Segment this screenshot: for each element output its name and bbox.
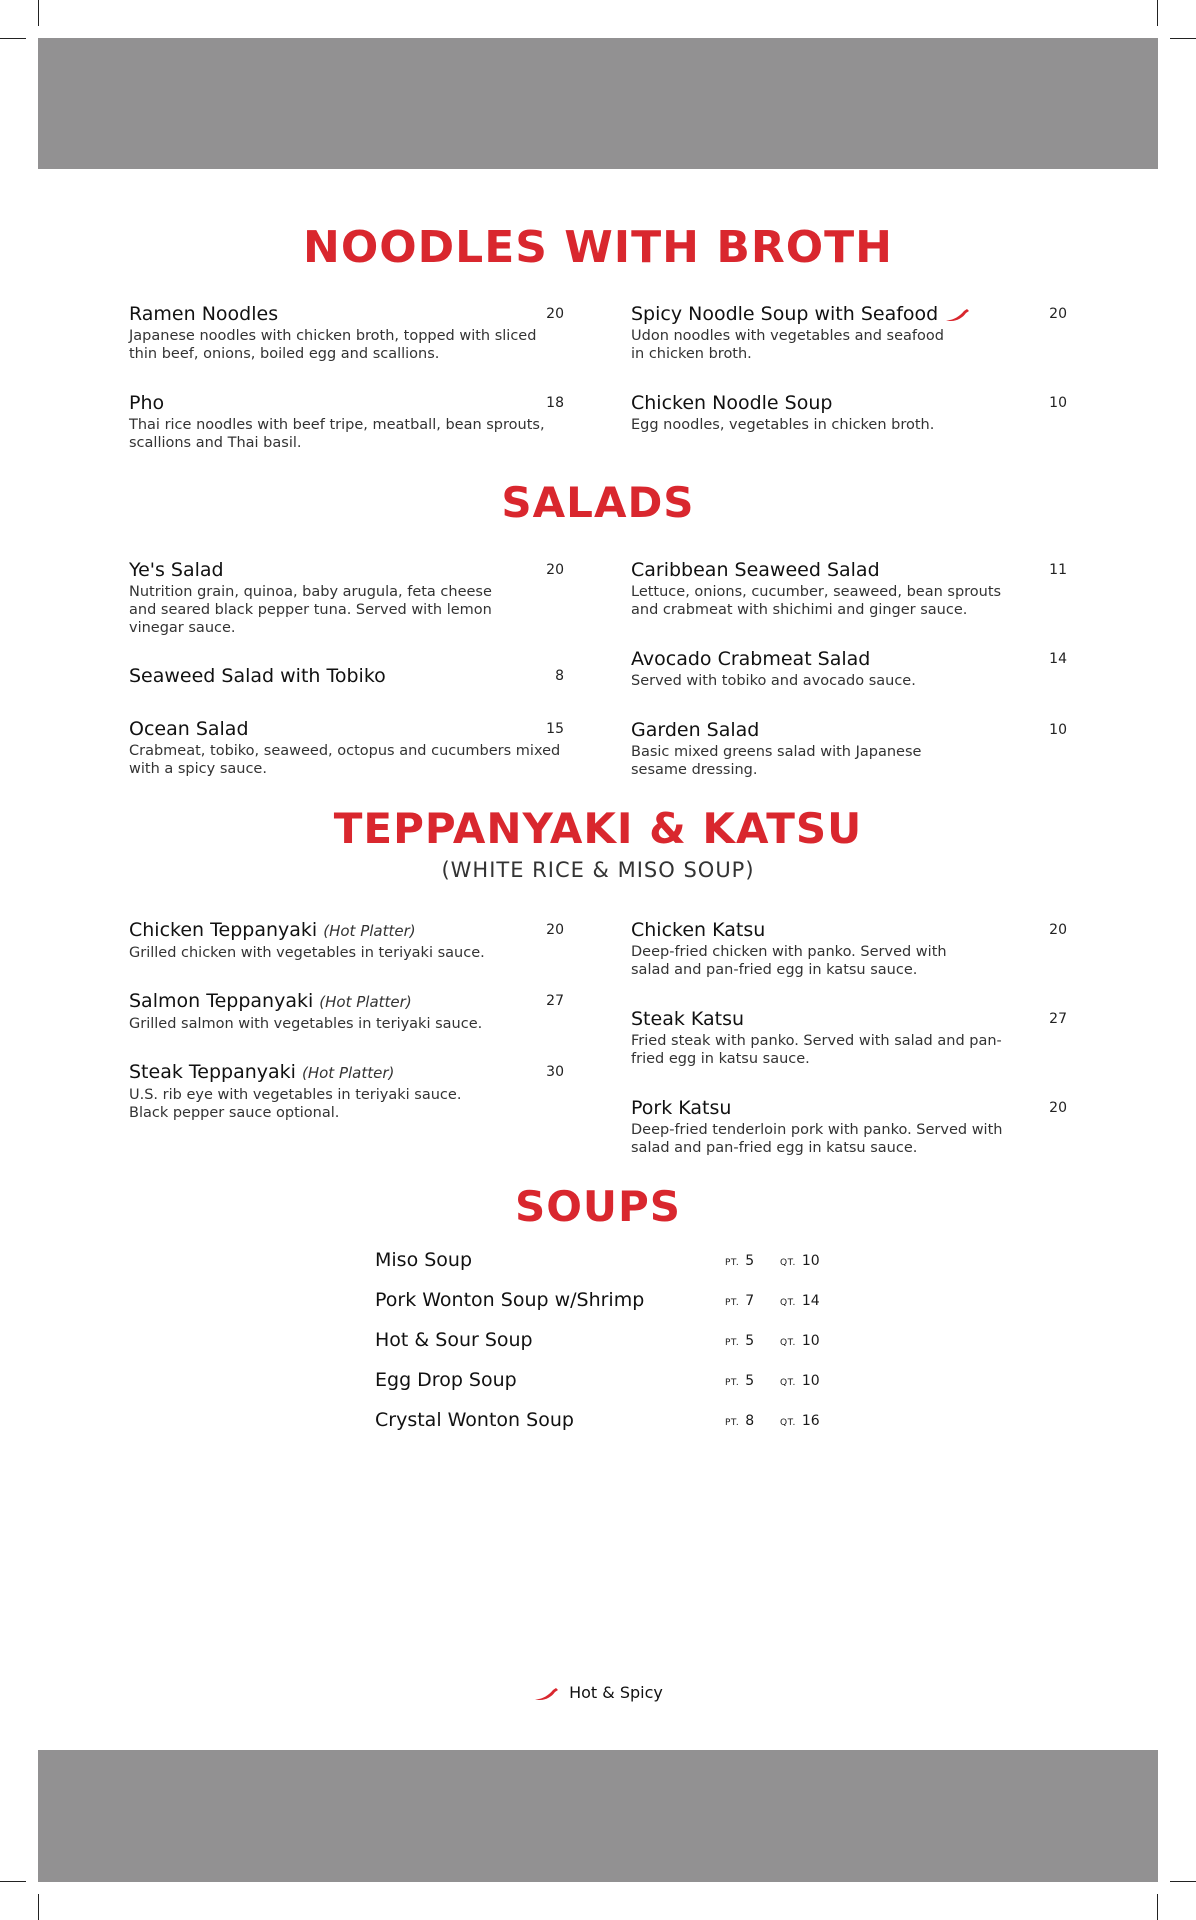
menu-item (631, 558, 1067, 619)
item-name: Steak Katsu (631, 1008, 745, 1030)
section-title-salads: SALADS (501, 478, 695, 527)
soup-name: Egg Drop Soup (375, 1369, 517, 1391)
soup-row (375, 1409, 825, 1449)
item-name: Chicken Noodle Soup (631, 392, 833, 414)
item-desc: U.S. rib eye with vegetables in teriyaki sauce. Black pepper sauce optional. (129, 1087, 462, 1121)
soup-name: Miso Soup (375, 1249, 473, 1271)
soup-row (375, 1249, 825, 1289)
crop-mark (0, 38, 26, 39)
section-title-teppanyaki: TEPPANYAKI & KATSU (333, 804, 863, 853)
item-name: Caribbean Seaweed Salad (631, 559, 880, 581)
item-desc: Served with tobiko and avocado sauce. (631, 673, 916, 689)
crop-mark (1170, 1881, 1196, 1882)
item-desc: Lettuce, onions, cucumber, seaweed, bean sprouts and crabmeat with shichimi and ginger sauce. (631, 584, 1002, 618)
item-name: Chicken Teppanyaki (129, 919, 318, 941)
section-subtitle: (WHITE RICE & MISO SOUP) (441, 858, 755, 882)
item-name: Chicken Katsu (631, 919, 766, 941)
item-desc: Grilled salmon with vegetables in teriyaki sauce. (129, 1016, 483, 1032)
menu-item (631, 647, 1067, 690)
item-name: Salmon Teppanyaki (129, 990, 314, 1012)
crop-mark (1157, 0, 1158, 26)
soup-row (375, 1369, 825, 1409)
pint-price: PT. 7 (725, 1293, 755, 1309)
menu-item (129, 664, 564, 688)
soup-row (375, 1289, 825, 1329)
item-name-row (129, 1060, 564, 1085)
section-title-noodles: NOODLES WITH BROTH (303, 222, 893, 273)
item-price: 8 (555, 668, 564, 684)
pint-price: PT. 5 (725, 1373, 755, 1389)
quart-price: QT. 10 (780, 1253, 820, 1269)
item-desc: Grilled chicken with vegetables in teriyaki sauce. (129, 945, 485, 961)
item-price: 30 (546, 1064, 564, 1080)
item-name: Garden Salad (631, 719, 760, 741)
item-note: (Hot Platter) (323, 922, 416, 940)
menu-item (129, 391, 564, 452)
item-price: 15 (546, 721, 564, 737)
item-note: (Hot Platter) (319, 993, 412, 1011)
item-price: 10 (1049, 395, 1067, 411)
crop-mark (1157, 1894, 1158, 1920)
item-desc: Basic mixed greens salad with Japanese sesame dressing. (631, 744, 922, 778)
menu-item (129, 717, 564, 778)
item-name: Spicy Noodle Soup with Seafood (631, 303, 939, 325)
item-price: 20 (1049, 1100, 1067, 1116)
item-name-row (129, 918, 564, 943)
menu-item (129, 1060, 564, 1122)
item-desc: Deep-fried tenderloin pork with panko. Served with salad and pan-fried egg in katsu sauce. (631, 1122, 1003, 1156)
item-name: Ramen Noodles (129, 303, 279, 325)
legend-label: Hot & Spicy (569, 1683, 663, 1702)
item-name: Ocean Salad (129, 718, 249, 740)
item-name: Ye's Salad (129, 559, 224, 581)
quart-price: QT. 10 (780, 1333, 820, 1349)
item-desc: Deep-fried chicken with panko. Served with salad and pan-fried egg in katsu sauce. (631, 944, 947, 978)
menu-item (631, 918, 1067, 979)
header-band (38, 38, 1158, 169)
soup-row (375, 1329, 825, 1369)
item-name-row (129, 989, 564, 1014)
item-price: 20 (546, 922, 564, 938)
item-desc: Egg noodles, vegetables in chicken broth. (631, 417, 935, 433)
menu-item (129, 302, 564, 363)
soup-name: Pork Wonton Soup w/Shrimp (375, 1289, 645, 1311)
item-price: 20 (546, 306, 564, 322)
item-price: 11 (1049, 562, 1067, 578)
item-price: 20 (1049, 922, 1067, 938)
item-desc: Japanese noodles with chicken broth, topped with sliced thin beef, onions, boiled egg and scallions. (129, 328, 537, 362)
soup-name: Hot & Sour Soup (375, 1329, 533, 1351)
item-desc: Thai rice noodles with beef tripe, meatball, bean sprouts, scallions and Thai basil. (129, 417, 545, 451)
menu-item (129, 989, 564, 1033)
item-price: 27 (546, 993, 564, 1009)
menu-item (631, 718, 1067, 779)
item-name: Steak Teppanyaki (129, 1061, 296, 1083)
item-price: 18 (546, 395, 564, 411)
section-title-soups: SOUPS (514, 1182, 682, 1231)
legend (0, 1683, 1196, 1702)
item-desc: Nutrition grain, quinoa, baby arugula, feta cheese and seared black pepper tuna. Served with lemon vinegar sauce. (129, 584, 492, 636)
item-name: Pho (129, 392, 165, 414)
item-name: Avocado Crabmeat Salad (631, 648, 871, 670)
soup-list (375, 1249, 825, 1449)
item-note: (Hot Platter) (301, 1064, 395, 1082)
chili-pepper-icon (533, 1686, 559, 1702)
crop-mark (1170, 38, 1196, 39)
quart-price: QT. 16 (780, 1413, 820, 1429)
item-name-row (631, 302, 1067, 326)
item-name: Pork Katsu (631, 1097, 732, 1119)
menu-item (631, 391, 1067, 434)
quart-price: QT. 14 (780, 1293, 820, 1309)
item-price: 20 (1049, 306, 1067, 322)
chili-pepper-icon (944, 307, 970, 323)
quart-price: QT. 10 (780, 1373, 820, 1389)
crop-mark (38, 0, 39, 26)
menu-item (631, 1007, 1067, 1068)
item-price: 10 (1049, 722, 1067, 738)
menu-item (631, 1096, 1067, 1157)
soup-name: Crystal Wonton Soup (375, 1409, 574, 1431)
item-price: 14 (1049, 651, 1067, 667)
pint-price: PT. 5 (725, 1333, 755, 1349)
footer-band (38, 1750, 1158, 1882)
crop-mark (38, 1894, 39, 1920)
menu-item (631, 302, 1067, 363)
item-desc: Udon noodles with vegetables and seafood in chicken broth. (631, 328, 944, 362)
menu-item (129, 558, 564, 637)
crop-mark (0, 1881, 26, 1882)
pint-price: PT. 8 (725, 1413, 755, 1429)
item-desc: Fried steak with panko. Served with salad and pan-fried egg in katsu sauce. (631, 1033, 1002, 1067)
item-name: Seaweed Salad with Tobiko (129, 665, 386, 687)
pint-price: PT. 5 (725, 1253, 755, 1269)
menu-item (129, 918, 564, 962)
item-price: 20 (546, 562, 564, 578)
item-desc: Crabmeat, tobiko, seaweed, octopus and cucumbers mixed with a spicy sauce. (129, 743, 561, 777)
item-price: 27 (1049, 1011, 1067, 1027)
